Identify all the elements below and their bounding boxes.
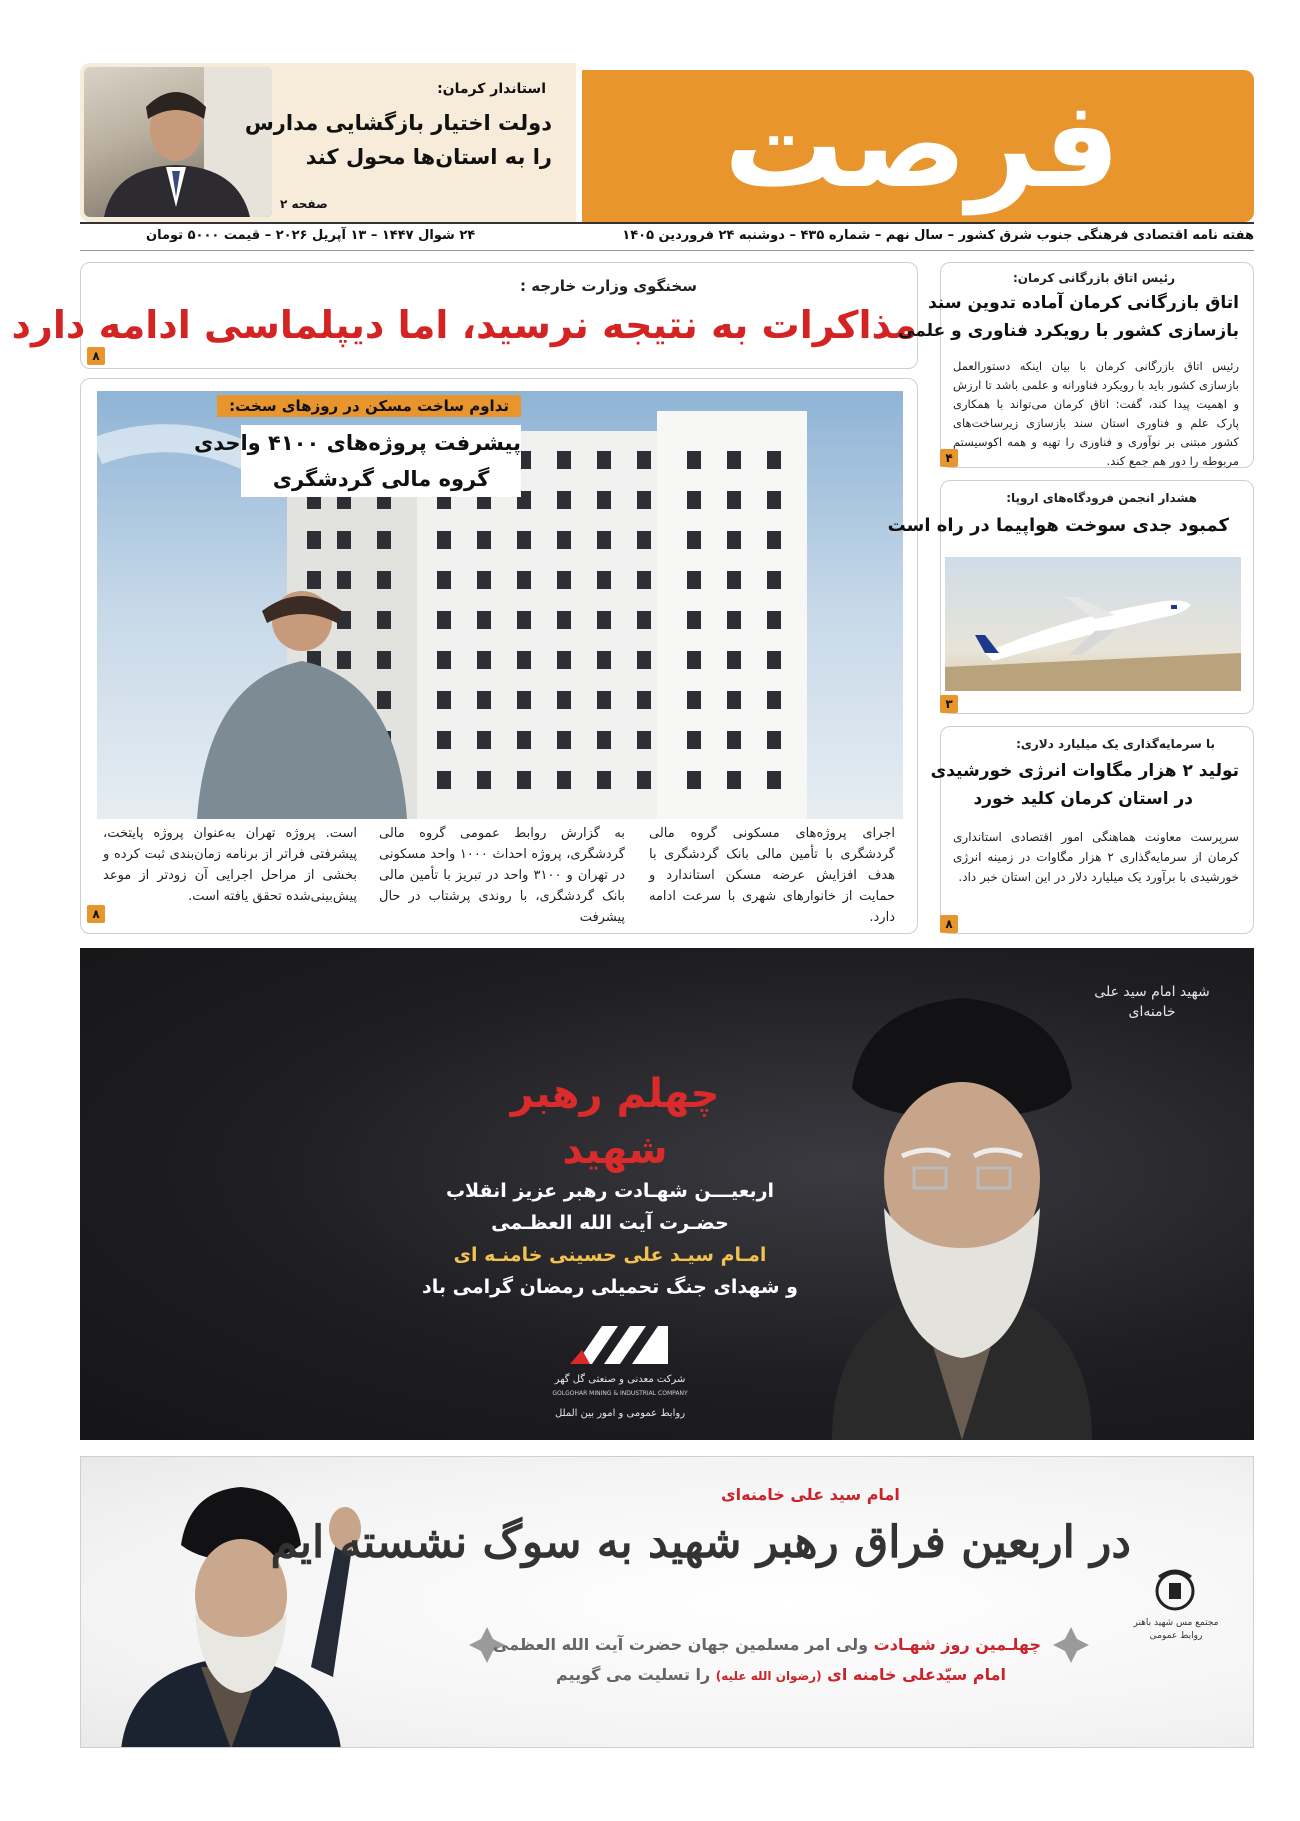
main-story-headline[interactable]: مذاکرات به نتیجه نرسید، اما دیپلماسی ادامه دارد [11,303,917,347]
side-2-headline: کمبود جدی سوخت هواپیما در راه است [887,515,1229,536]
housing-badge [217,395,521,417]
housing-col-1: اجرای پروژه‌های مسکونی گروه مالی گردشگری با تأمین مالی بانک گردشگری با هدف افزایش عرضه مسکن استاندارد و حمایت از خانوارهای شهری با سرعت ادامه دارد. [649,826,895,925]
housing-headline-2: گروه مالی گردشگری [272,467,490,491]
housing-badge-text: تداوم ساخت مسکن در روزهای سخت: [229,397,509,415]
ad1-company-en: GOLGOHAR MINING & INDUSTRIAL COMPANY [552,1390,688,1397]
ad1-line-4: و شهدای جنگ تحمیلی رمضان گرامی باد [422,1276,798,1298]
ad2-calligraphy: در اربعین فراق رهبر شهید به سوگ نشسته ایم [270,1517,1131,1568]
teaser-photo [84,67,272,217]
main-story-page-number: ۸ [87,347,105,365]
side-1-body: رئیس اتاق بازرگانی کرمان با بیان اینکه دستورالعمل بازسازی کشور باید با رویکرد فناورانه و علمی باشد تا ارزش و اهمیت پیدا کند، گفت: اتاق کرمان می‌تواند با همکاری پارک علم و فناوری استان سند بازسازی زیرساخت‌های کشور مبتنی بر نوآوری و فناوری را تهیه و همه اکوسیستم مربوطه را دور هم جمع کند. [953,359,1239,468]
ad1-dept: روابط عمومی و امور بین الملل [554,1408,686,1419]
housing-story-box[interactable] [80,378,918,934]
side-2-photo [945,557,1241,691]
ad2-org-logo-icon [1149,1567,1201,1615]
logo[interactable]: فرصت [723,76,1121,215]
teaser-page-ref: صفحه ۲ [280,197,328,211]
masthead-rule [80,222,1254,224]
side-story-1[interactable] [898,262,1254,468]
side-story-2[interactable] [887,480,1254,714]
side-3-body: سرپرست معاونت هماهنگی امور اقتصادی استانداری کرمان از سرمایه‌گذاری ۲ هزار مگاوات در زمینه انرژی خورشیدی با برآورد یک میلیارد دلار در این استان خبر داد. [953,830,1239,884]
ad2-line-2 [521,1665,1041,1684]
teaser-kicker: استاندار کرمان: [437,81,546,97]
ad-commemoration-light[interactable] [80,1456,1254,1748]
ad2-calligraphy-small: امام سید علی خامنه‌ای [721,1485,900,1504]
ad2-line-1-red: چهلـمین روز شهـادت [873,1635,1041,1654]
ad2-ornament-right [1051,1625,1091,1665]
masthead-subtitle: هفته نامه اقتصادی فرهنگی جنوب شرق کشور – سال نهم – شماره ۴۳۵ – دوشنبه ۲۴ فروردین ۱۴۰۵ [622,228,1254,243]
ad1-line-2: حضـرت آیت الله العظـمی [491,1212,729,1234]
main-story-kicker: سخنگوی وزارت خارجه : [519,277,697,295]
ad2-line-2-paren: (رضوان الله علیه) [715,1669,822,1683]
side-3-kicker: با سرمایه‌گذاری یک میلیارد دلاری: [1016,737,1215,751]
side-2-kicker: هشدار انجمن فرودگاه‌های اروپا: [1006,491,1197,505]
housing-headline-box[interactable] [193,425,521,497]
housing-page-number: ۸ [87,905,105,923]
masthead-date-price: ۲۴ شوال ۱۴۴۷ – ۱۳ آپریل ۲۰۲۶ – قیمت ۵۰۰۰ تومان [146,228,476,243]
side-3-headline-1: تولید ۲ هزار مگاوات انرژی خورشیدی [930,761,1239,781]
teaser-headline-1: دولت اختیار بازگشایی مدارس [244,111,552,135]
teaser-headline-2: را به استان‌ها محول کند [305,145,552,169]
ad2-line-2-red: امام سیّدعلی خامنه ای [827,1665,1006,1684]
ad1-signature: شهید امام سید علی خامنه‌ای [1094,984,1210,1020]
housing-col-3: است. پروژه تهران به‌عنوان پروژه پایتخت، پیشرفتی فراتر از برنامه زمان‌بندی ثبت کرده و بخشی از مراحل اجرایی آن زودتر از موعد پیش‌بینی‌شده تحقق یافته است. [103,826,357,904]
side-2-page-number: ۳ [940,695,958,713]
masthead-rule-bottom [80,250,1254,251]
side-3-page-number: ۸ [940,915,958,933]
side-3-headline-2: در استان کرمان کلید خورد [973,789,1193,809]
ad-commemoration-dark[interactable] [80,948,1254,1440]
ad2-org: مجتمع مس شهید باهنر روابط عمومی [1133,1618,1219,1641]
side-story-3[interactable] [930,726,1254,934]
ad1-portrait [792,978,1132,1440]
ad1-line-1: اربعیـــن شهـادت رهبر عزیز انقلاب [445,1180,775,1202]
ad1-title-art: چهلم رهبر شهید [510,1071,720,1173]
housing-headline-1: پیشرفت پروژه‌های ۴۱۰۰ واحدی [193,431,521,455]
side-1-headline-1: اتاق بازرگانی کرمان آماده تدوین سند [928,293,1239,313]
ad2-line-1-rest: ولی امر مسلمین جهان حضرت آیت الله العظمی [492,1635,869,1654]
golgohar-logo-icon [568,1320,672,1370]
ad1-line-3: امـام سیـد علی حسینی خامنـه ای [453,1244,767,1266]
masthead-logo-bar [582,70,1254,222]
housing-col-2: به گزارش روابط عمومی گروه مالی گردشگری، پروژه احداث ۱۰۰۰ واحد مسکونی در تهران و ۳۱۰۰ واحد در تبریز با تأمین مالی بانک گردشگری، با روندی پرشتاب در حال پیشرفت [379,826,626,925]
ad1-company: شرکت معدنی و صنعتی گل گهر [554,1374,686,1385]
teaser-box[interactable] [80,63,576,222]
side-1-page-number: ۴ [940,449,958,467]
ad2-line-1 [492,1635,1041,1654]
side-1-kicker: رئیس اتاق بازرگانی کرمان: [1012,271,1175,285]
ad2-line-2-rest: را تسلیت می گوییم [556,1665,711,1684]
side-1-headline-2: بازسازی کشور با رویکرد فناوری و علمی [898,321,1239,341]
main-story-box[interactable] [11,262,918,369]
